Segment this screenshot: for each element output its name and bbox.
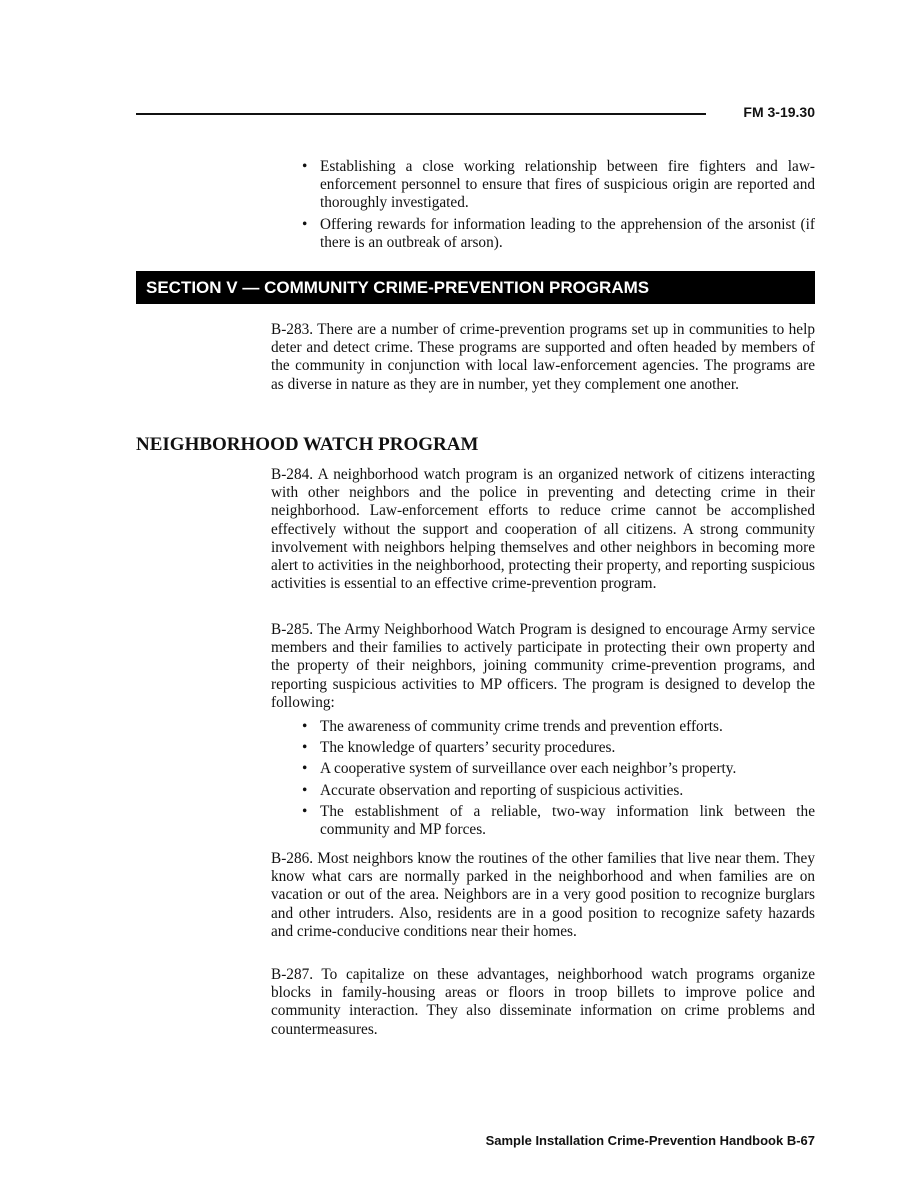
- list-item: • The establishment of a reliable, two-way information link between the community and MP forces.: [271, 803, 815, 839]
- list-item: • The knowledge of quarters’ security procedures.: [271, 739, 815, 757]
- list-item: • Establishing a close working relationship between fire fighters and law-enforcement personnel to ensure that fires of suspicious origin are reported and thoroughly investigated.: [271, 158, 815, 213]
- list-item: • Offering rewards for information leading to the apprehension of the arsonist (if there is an outbreak of arson).: [271, 216, 815, 252]
- section-heading: NEIGHBORHOOD WATCH PROGRAM: [136, 434, 479, 455]
- section-title-bar: SECTION V — COMMUNITY CRIME-PREVENTION PROGRAMS: [136, 271, 815, 304]
- header-doc-id: FM 3-19.30: [743, 104, 815, 120]
- watch-bullet-list-block: [271, 718, 815, 842]
- list-item: • A cooperative system of surveillance over each neighbor’s property.: [271, 760, 815, 778]
- paragraph-text: B-287. To capitalize on these advantages, neighborhood watch programs organize blocks in family-housing areas or floors in troop billets to improve police and community interaction. They also disseminate information on crime problems and countermeasures.: [271, 966, 815, 1038]
- paragraph-b286: [271, 850, 815, 941]
- list-item: • Accurate observation and reporting of suspicious activities.: [271, 782, 815, 800]
- paragraph-b287: [271, 966, 815, 1039]
- top-bullet-list-block: [271, 158, 815, 255]
- list-item: • The awareness of community crime trends and prevention efforts.: [271, 718, 815, 736]
- paragraph-text: B-286. Most neighbors know the routines of the other families that live near them. They know what cars are normally parked in the neighborhood and when families are on vacation or out of the area. Neighbors are in a very good position to recognize burglars and other intruders. Also, residents are in a good position to recognize safety hazards and crime-conducive conditions near their homes.: [271, 850, 815, 940]
- paragraph-b285: [271, 621, 815, 712]
- paragraph-text: B-285. The Army Neighborhood Watch Program is designed to encourage Army service members and their families to actively participate in protecting their own property and the property of their neighbors, joining community crime-prevention programs, and reporting suspicious activities to MP officers. The program is designed to develop the following:: [271, 621, 815, 711]
- footer-text: Sample Installation Crime-Prevention Handbook B-67: [485, 1133, 815, 1148]
- top-bullet-list: [271, 158, 815, 252]
- paragraph-text: B-283. There are a number of crime-prevention programs set up in communities to help deter and detect crime. These programs are supported and often headed by members of the community in conjunction with local law-enforcement agencies. The programs are as diverse in nature as they are in number, yet they complement one another.: [271, 321, 815, 393]
- paragraph-b283: [271, 321, 815, 394]
- watch-bullet-list: [271, 718, 815, 839]
- paragraph-b284: [271, 466, 815, 593]
- header-rule: [136, 113, 706, 115]
- paragraph-text: B-284. A neighborhood watch program is an organized network of citizens interacting with other neighbors and the police in preventing and detecting crime in their neighborhood. Law-enforcement efforts to reduce crime cannot be accomplished effectively without the support and cooperation of all citizens. A strong community involvement with neighbors helping themselves and other neighbors in becoming more alert to activities in the neighborhood, protecting their property, and reporting suspicious activities is essential to an effective crime-prevention program.: [271, 466, 815, 593]
